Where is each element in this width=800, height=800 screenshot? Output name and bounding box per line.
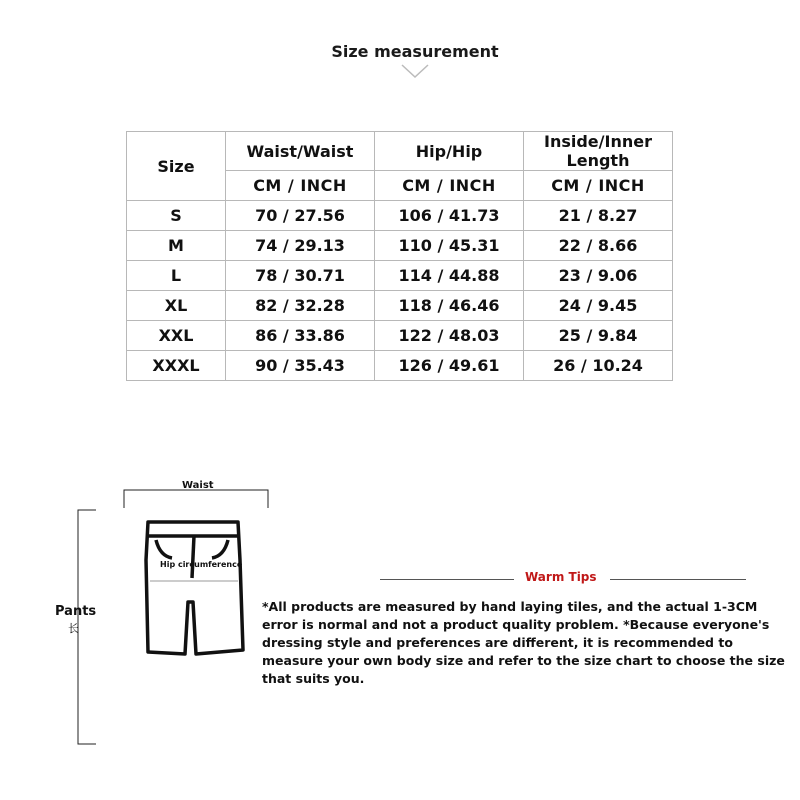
size-cell: M [127, 231, 226, 261]
size-cell: XXL [127, 321, 226, 351]
tips-text: *All products are measured by hand laying tiles, and the actual 1-3CM error is normal and not a product quality problem. *Because everyone's dressing style and preferences are different, it is recommended to measure your own body size and refer to the size chart to choose the size that suits you. [262, 599, 785, 686]
unit-label: CM / INCH [524, 171, 673, 201]
unit-label: CM / INCH [375, 171, 524, 201]
inner-length-cell: 21 / 8.27 [524, 201, 673, 231]
waist-label: Waist [182, 480, 214, 491]
size-cell: S [127, 201, 226, 231]
chevron-down-icon [400, 62, 430, 80]
hip-label: Hip circumference [160, 560, 243, 569]
hip-cell: 106 / 41.73 [375, 201, 524, 231]
inner-length-cell: 26 / 10.24 [524, 351, 673, 381]
hip-cell: 126 / 49.61 [375, 351, 524, 381]
pants-diagram [0, 0, 300, 800]
inner-length-cell: 25 / 9.84 [524, 321, 673, 351]
waist-cell: 86 / 33.86 [226, 321, 375, 351]
waist-cell: 70 / 27.56 [226, 201, 375, 231]
waist-cell: 82 / 32.28 [226, 291, 375, 321]
inner-length-cell: 23 / 9.06 [524, 261, 673, 291]
divider [610, 579, 746, 580]
size-cell: XXXL [127, 351, 226, 381]
header-waist: Waist/Waist [226, 132, 375, 171]
page-title: Size measurement [331, 42, 499, 61]
hip-cell: 114 / 44.88 [375, 261, 524, 291]
inner-length-cell: 22 / 8.66 [524, 231, 673, 261]
size-cell: L [127, 261, 226, 291]
waist-cell: 78 / 30.71 [226, 261, 375, 291]
header-size: Size [127, 132, 226, 201]
waist-cell: 74 / 29.13 [226, 231, 375, 261]
waist-cell: 90 / 35.43 [226, 351, 375, 381]
header-hip: Hip/Hip [375, 132, 524, 171]
inner-length-cell: 24 / 9.45 [524, 291, 673, 321]
hip-cell: 110 / 45.31 [375, 231, 524, 261]
hip-cell: 122 / 48.03 [375, 321, 524, 351]
size-cell: XL [127, 291, 226, 321]
pants-length-label: Pants [55, 604, 97, 619]
divider [380, 579, 514, 580]
unit-label: CM / INCH [226, 171, 375, 201]
tips-title: Warm Tips [525, 570, 597, 584]
hip-cell: 118 / 46.46 [375, 291, 524, 321]
pants-length-sub-label: 长 [68, 622, 79, 635]
header-inner-length: Inside/Inner Length [524, 132, 673, 171]
